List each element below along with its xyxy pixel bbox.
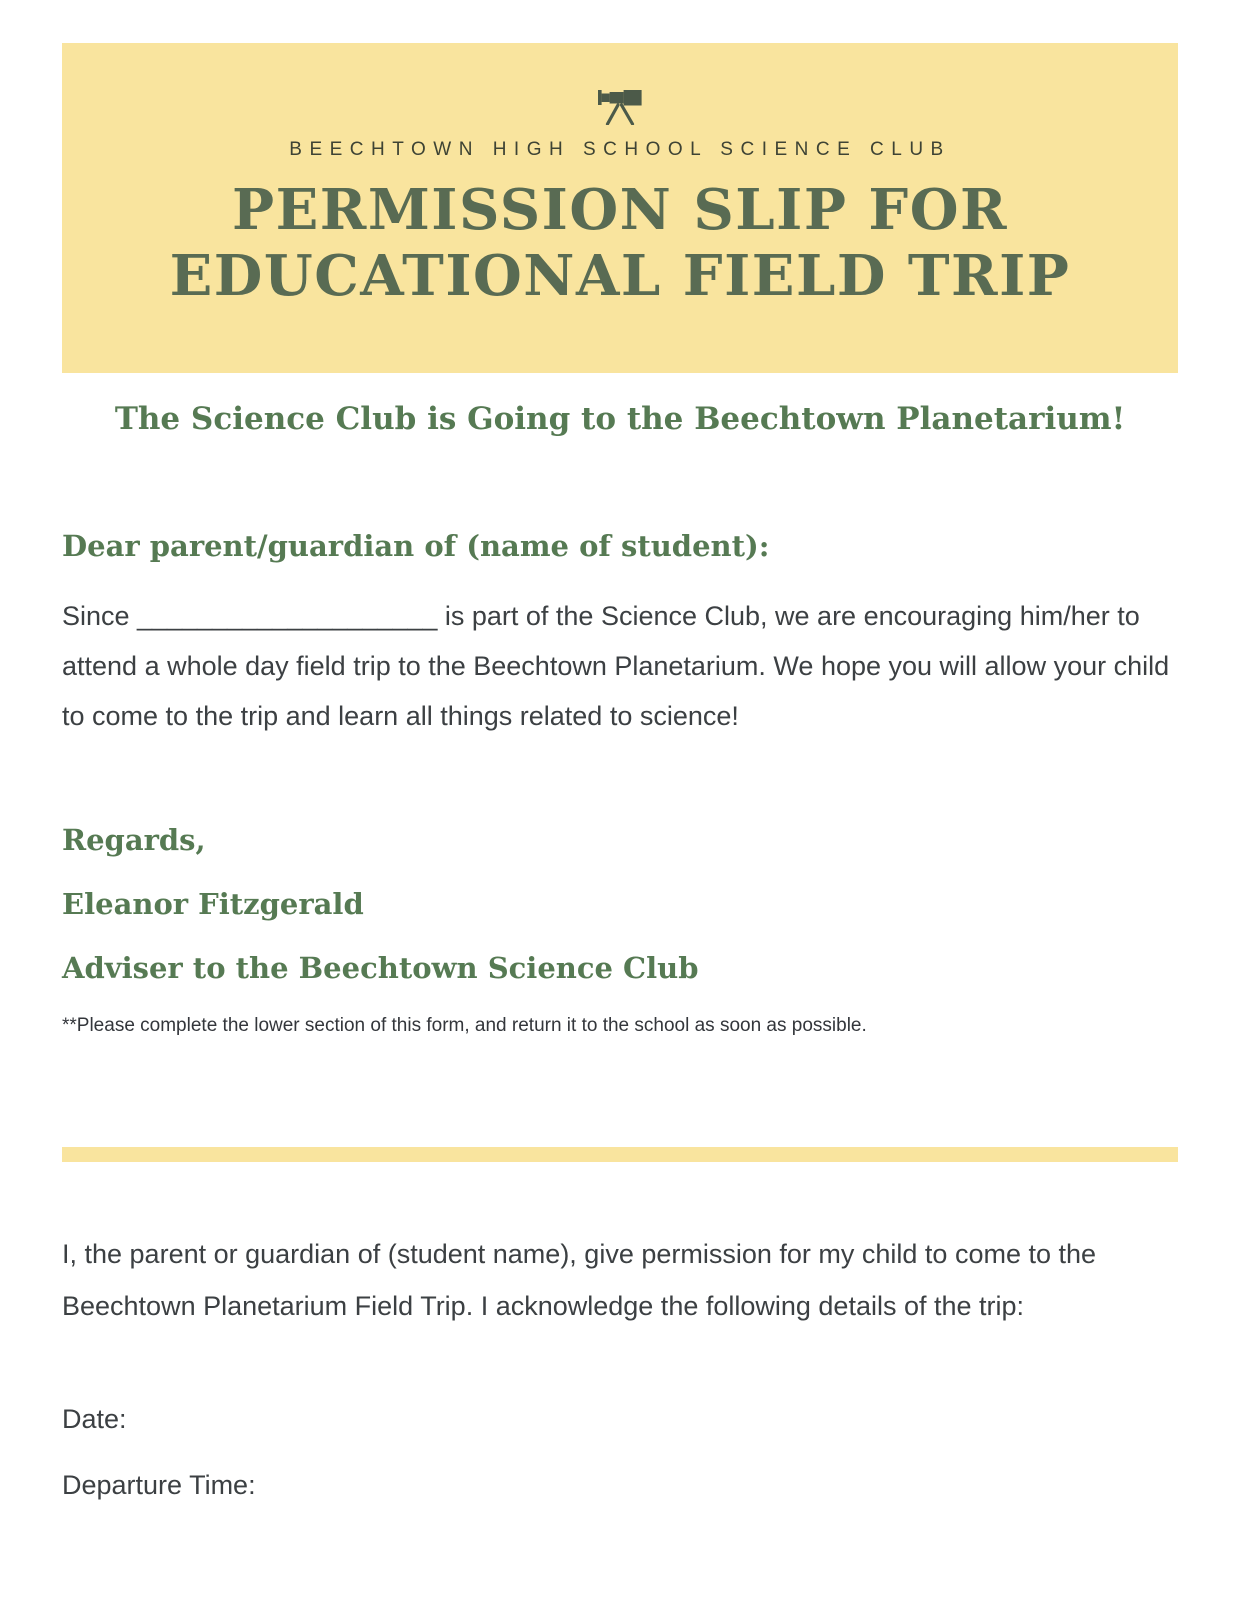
letter-body xyxy=(0,401,1237,1501)
section-divider xyxy=(62,1147,1178,1162)
closing-regards: Regards, xyxy=(62,823,206,857)
field-label-date: Date: xyxy=(62,1404,127,1434)
closing-block xyxy=(62,823,1178,985)
footnote: **Please complete the lower section of this form, and return it to the school as soon as possible. xyxy=(62,1015,867,1036)
telescope-icon xyxy=(62,83,1178,127)
header-band xyxy=(62,43,1178,373)
page-title-line-1: PERMISSION SLIP FOR xyxy=(231,177,1009,243)
page-title-line-2: EDUCATIONAL FIELD TRIP xyxy=(169,243,1071,310)
acknowledgement-paragraph: I, the parent or guardian of (student name), give permission for my child to come to the Beechtown Planetarium Field Trip. I acknowledge the following details of the trip: xyxy=(62,1239,1097,1321)
subtitle: The Science Club is Going to the Beechtown Planetarium! xyxy=(114,401,1126,437)
signature-role: Adviser to the Beechtown Science Club xyxy=(62,951,699,985)
signature-name: Eleanor Fitzgerald xyxy=(62,887,364,921)
field-label-departure-time: Departure Time: xyxy=(62,1470,256,1500)
club-name: BEECHTOWN HIGH SCHOOL SCIENCE CLUB xyxy=(289,139,951,160)
page-title xyxy=(62,177,1178,309)
salutation: Dear parent/guardian of (name of student): xyxy=(62,529,770,563)
letter-paragraph: Since ____________________ is part of the Science Club, we are encouraging him/her to attend a whole day field trip to the Beechtown Planetarium. We hope you will allow your child to come to the trip and learn all things related to science! xyxy=(62,601,1170,731)
